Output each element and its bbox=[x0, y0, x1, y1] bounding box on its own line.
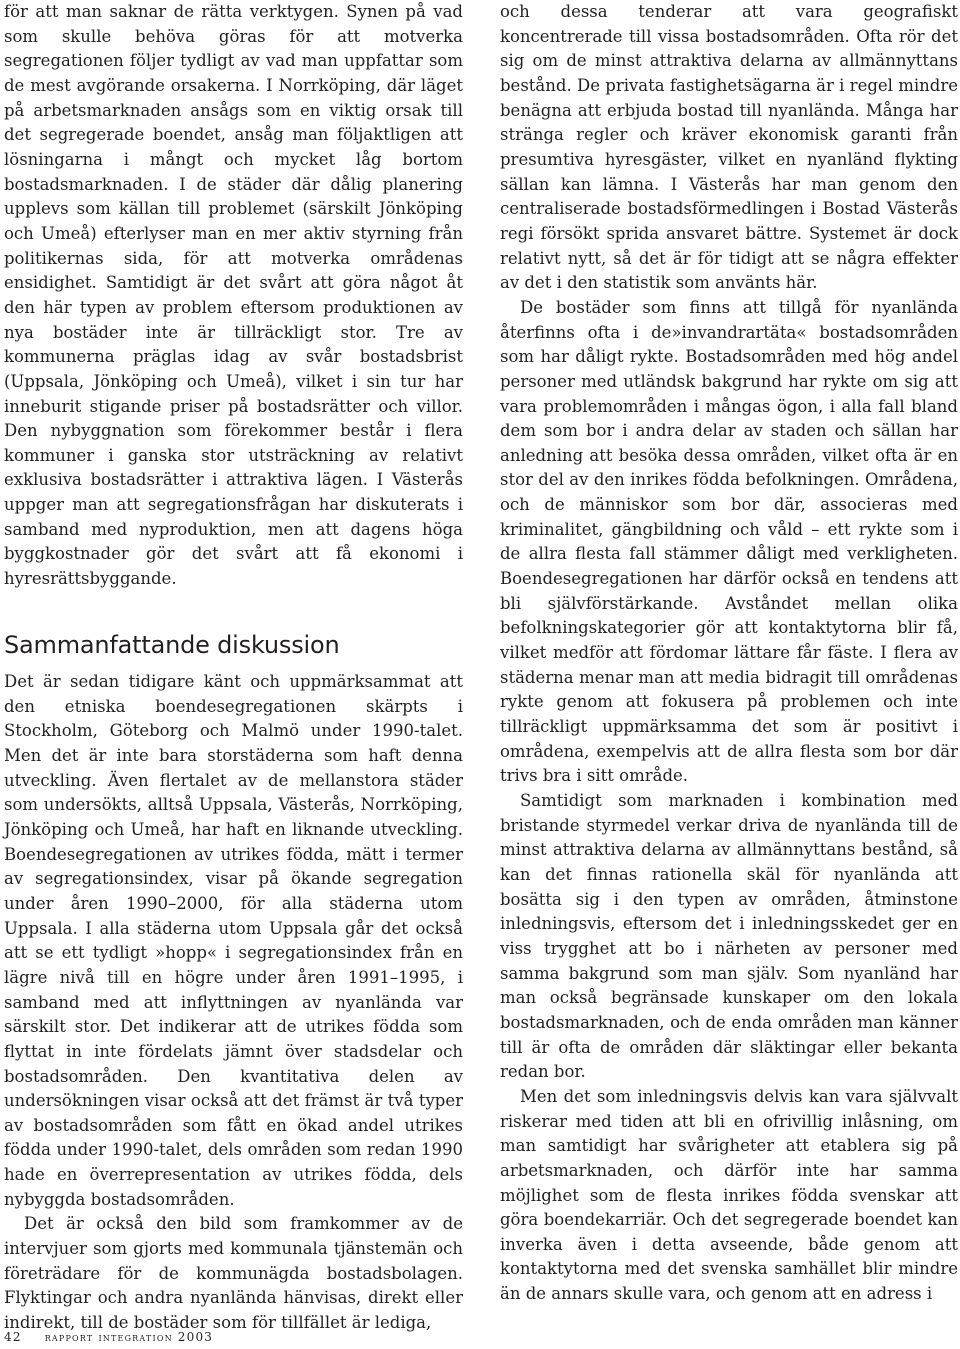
section-body bbox=[4, 670, 463, 1336]
body-paragraph: och dessa tenderar att vara geografiskt koncentrerade till vissa bostadsområden. Ofta rör det sig om de minst attraktiva delarna av allmännyttans bestånd. De privata fastighetsägarna är i regel mindre benägna att erbjuda bostad till nyanlända. Många har stränga regler och kräver ekonomisk garanti från presumtiva hyresgäster, vilket en nyanländ flykting sällan kan lämna. I Västerås har man genom den centraliserade bostadsförmedlingen i Bostad Västerås regi försökt sprida ansvaret bättre. Systemet är dock relativt nytt, så det är för tidigt att se några effekter av det i den statistik som använts här. bbox=[500, 2, 958, 293]
section-heading: Sammanfattande diskussion bbox=[4, 631, 340, 659]
body-paragraph: Samtidigt som marknaden i kombination med bristande styrmedel verkar driva de nyanlända till de minst attraktiva delarna av allmännyttans bestånd, så kan det finnas rationella skäl för nyanlända att bosätta sig i den typen av områden, åtminstone inledningsvis, eftersom det i inledningsskedet ger en viss trygghet att bo i närheten av personer med samma bakgrund som man själv. Som nyanländ har man också begränsade kunskaper om den lokala bostadsmarknaden, och de enda områden man känner till är ofta de områden där släktingar eller bekanta redan bor. bbox=[500, 791, 958, 1082]
section-paragraph: Det är också den bild som framkommer av de intervjuer som gjorts med kommunala tjänstemän och företrädare för de kommunägda bostadsbolagen. Flyktingar och andra nyanlända hänvisas, direkt eller indirekt, till de bostäder som för tillfället är lediga, bbox=[4, 1214, 463, 1333]
page-number: 42 bbox=[4, 1330, 22, 1344]
page-footer bbox=[4, 1330, 213, 1344]
body-paragraph: Men det som inledningsvis delvis kan vara självvalt riskerar med tiden att bli en ofrivillig inlåsning, om man samtidigt har svårigheter att etablera sig på arbetsmarknaden, och därför inte har samma möjlighet som de flesta inrikes födda svenskar att göra boendekarriär. Och det segregerade boendet kan inverka även i detta avseende, både genom att kontaktytorna med det svenska samhället blir mindre än de annars skulle vara, och genom att en adress i bbox=[500, 1086, 958, 1304]
body-paragraph: De bostäder som finns att tillgå för nyanlända återfinns ofta i de»invandrartäta« bostadsområden som har dåligt rykte. Bostadsområden med hög andel personer med utländsk bakgrund har rykte om sig att vara problemområden i mångas ögon, i alla fall bland dem som bor i andra delar av staden och sällan har anledning att besöka dessa områden, vilket ofta är en stor del av den inrikes födda befolkningen. Områdena, och de människor som bor där, associeras med kriminalitet, gängbildning och våld – ett rykte som i de allra flesta fall stämmer dåligt med verkligheten. Boendesegregationen har därför också en tendens att bli självförstärkande. Avståndet mellan olika befolkningskategorier gör att kontaktytorna blir få, vilket medför att fördomar lättare får fäste. I flera av städerna menar man att media bidragit till områdenas rykte genom att fokusera på problemen och inte tillräckligt uppmärksamma det som är positivt i områdena, exempelvis att de allra flesta som bor där trivs bra i sitt område. bbox=[500, 297, 958, 786]
publication-title: rapport integration 2003 bbox=[44, 1330, 214, 1344]
left-column bbox=[4, 0, 463, 592]
right-column bbox=[500, 0, 958, 1307]
intro-paragraph: för att man saknar de rätta verktygen. Synen på vad som skulle behöva göras för att motverka segregationen följer tydligt av vad man uppfattar som de mest avgörande orsakerna. I Norrköping, där läget på arbetsmarknaden ansågs som en viktig orsak till det segregerade boendet, ansåg man följaktligen att lösningarna i mångt och mycket låg bortom bostadsmarknaden. I de städer där dålig planering upplevs som källan till problemet (särskilt Jönköping och Umeå) efterlyser man en mer aktiv styrning från politikernas sida, för att motverka områdenas ensidighet. Samtidigt är det svårt att göra något åt den här typen av problem eftersom produktionen av nya bostäder inte är tillräckligt stor. Tre av kommunerna präglas idag av svår bostadsbrist (Uppsala, Jönköping och Umeå), vilket i sin tur har inneburit stigande priser på bostadsrätter och villor. Den nybyggnation som förekommer består i flera kommuner i ganska stor utsträckning av relativt exklusiva bostadsrätter i attraktiva lägen. I Västerås uppger man att segregationsfrågan har diskuterats i samband med nyproduktion, men att dagens höga byggkostnader gör det svårt att få ekonomi i hyresrättsbyggande. bbox=[4, 2, 463, 589]
section-paragraph: Det är sedan tidigare känt och uppmärksammat att den etniska boendesegregationen skärpts i Stockholm, Göteborg och Malmö under 1990-talet. Men det är inte bara storstäderna som haft denna utveckling. Även flertalet av de mellanstora städer som undersökts, alltså Uppsala, Västerås, Norrköping, Jönköping och Umeå, har haft en liknande utveckling. Boendesegregationen av utrikes födda, mätt i termer av segregationsindex, visar på ökande segregation under åren 1990–2000, för alla städerna utom Uppsala. I alla städerna utom Uppsala går det också att se ett tydligt »hopp« i segregationsindex från en lägre nivå till en högre under åren 1991–1995, i samband med att inflyttningen av nyanlända var särskilt stor. Det indikerar att de utrikes födda som flyttat in inte fördelats jämnt över stadsdelar och bostadsområden. Den kvantitativa delen av undersökningen visar också att det främst är två typer av bostadsområden som fått en ökad andel utrikes födda under 1990-talet, dels områden som redan 1990 hade en överrepresentation av utrikes födda, dels nybyggda bostadsområden. bbox=[4, 672, 463, 1209]
